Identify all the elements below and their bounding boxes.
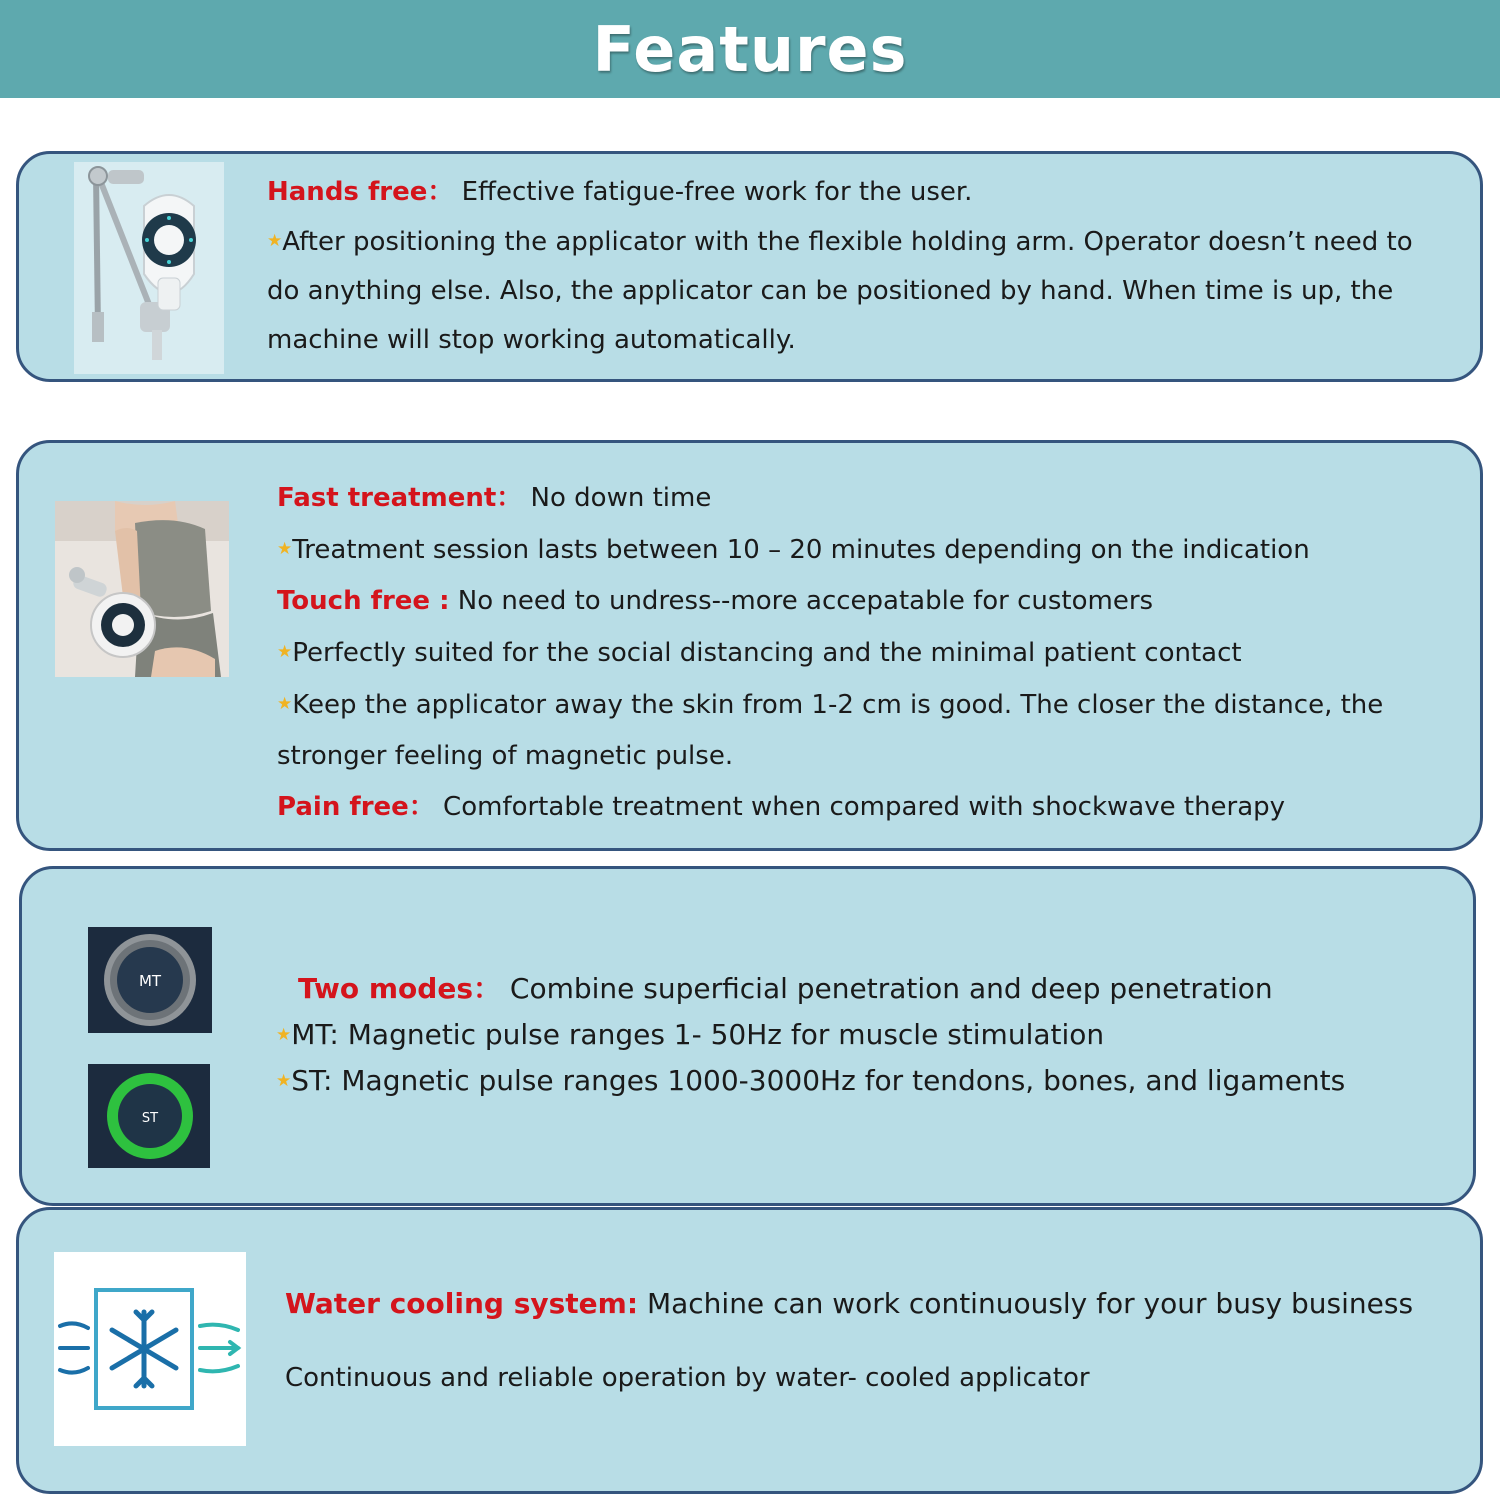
st-mode-line: ST: Magnetic pulse ranges 1000-3000Hz for tendons, bones, and ligaments	[291, 1064, 1346, 1097]
card-fast-treatment	[16, 440, 1483, 851]
card-two-modes	[19, 866, 1476, 1206]
water-cooling-body: Continuous and reliable operation by water- cooled applicator	[285, 1363, 1090, 1393]
touch-free-point-2b: stronger feeling of magnetic pulse.	[277, 741, 734, 771]
hands-free-body-3: machine will stop working automatically.	[267, 325, 796, 355]
two-modes-label: Two modes：	[298, 972, 501, 1005]
page-title: Features	[592, 12, 908, 86]
touch-free-lead: No need to undress--more accepatable for customers	[457, 586, 1154, 616]
st-badge-label: ST	[141, 1111, 159, 1126]
hands-free-body-2: do anything else. Also, the applicator can be positioned by hand. When time is up, the	[267, 276, 1394, 306]
applicator-arm-icon	[74, 162, 224, 374]
star-bullet-icon: ★	[277, 539, 293, 559]
fast-treatment-point-1: Treatment session lasts between 10 – 20 minutes depending on the indication	[292, 535, 1310, 565]
star-bullet-icon: ★	[276, 1025, 292, 1045]
fast-treatment-lead: No down time	[530, 483, 712, 513]
card-hands-free	[16, 151, 1483, 382]
star-bullet-icon: ★	[277, 642, 293, 662]
card-water-cooling	[16, 1207, 1483, 1494]
hands-free-lead: Effective fatigue-free work for the user.	[461, 177, 973, 207]
star-bullet-icon: ★	[277, 694, 293, 714]
st-mode-icon	[88, 1064, 210, 1168]
hands-free-label: Hands free：	[267, 177, 454, 207]
hands-free-body-1: After positioning the applicator with the flexible holding arm. Operator doesn’t need to	[282, 227, 1413, 257]
pain-free-label: Pain free：	[277, 792, 435, 822]
touch-free-point-2a: Keep the applicator away the skin from 1-2 cm is good. The closer the distance, the	[292, 690, 1384, 720]
fast-treatment-label: Fast treatment：	[277, 483, 523, 513]
touch-free-label: Touch free :	[277, 586, 450, 616]
star-bullet-icon: ★	[276, 1071, 292, 1091]
star-bullet-icon: ★	[267, 231, 283, 251]
mt-badge-label: MT	[138, 972, 162, 990]
water-cooling-icon	[54, 1252, 246, 1446]
pain-free-lead: Comfortable treatment when compared with shockwave therapy	[443, 792, 1286, 822]
touch-free-point-1: Perfectly suited for the social distancing and the minimal patient contact	[292, 638, 1242, 668]
water-cooling-lead: Machine can work continuously for your busy business	[646, 1287, 1414, 1320]
two-modes-lead: Combine superficial penetration and deep penetration	[509, 972, 1273, 1005]
water-cooling-label: Water cooling system:	[285, 1287, 639, 1320]
mt-mode-line: MT: Magnetic pulse ranges 1- 50Hz for muscle stimulation	[291, 1018, 1105, 1051]
treatment-photo	[55, 501, 229, 677]
mt-mode-icon	[88, 927, 212, 1033]
features-header	[0, 0, 1500, 98]
